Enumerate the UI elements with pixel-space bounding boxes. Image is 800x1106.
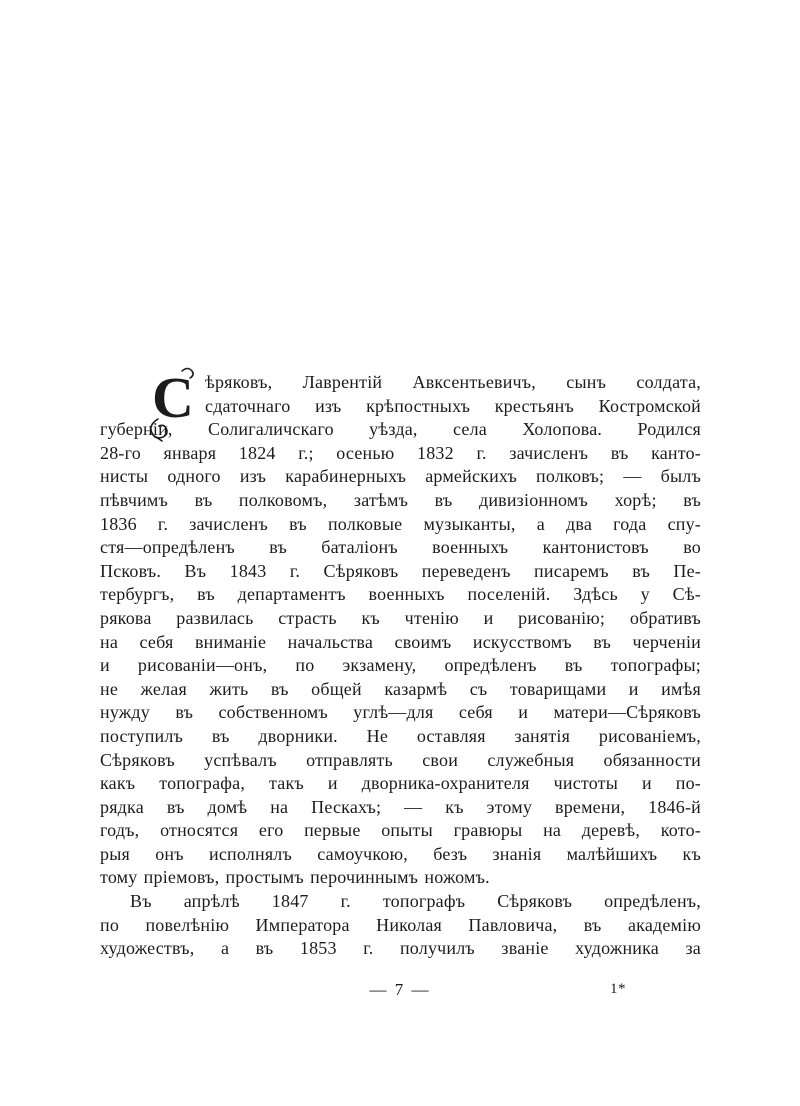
text-line: рыя онъ исполнялъ самоучкою, безъ знанія малѣйшихъ къ [100, 843, 701, 864]
text-line: поступилъ въ дворники. Не оставляя занятія рисованіемъ, [100, 725, 701, 746]
text-line: художествъ, а въ 1853 г. получилъ званіе художника за [100, 938, 701, 959]
text-line: 1836 г. зачисленъ въ полковые музыканты, а два года спу- [100, 513, 701, 534]
text-line: годъ, относятся его первые опыты гравюры на деревѣ, кото- [100, 820, 701, 841]
text-line: тому пріемовъ, простымъ перочиннымъ ножомъ. [100, 867, 490, 888]
paragraph [100, 365, 701, 890]
text-line: не желая жить въ общей казармѣ съ товарищами и имѣя [100, 678, 701, 699]
page-number: — 7 — [369, 980, 431, 999]
text-line: нисты одного изъ карабинерныхъ армейскихъ полковъ; — былъ [100, 466, 701, 487]
text-line: сдаточнаго изъ крѣпостныхъ крестьянъ Костромской [205, 395, 701, 416]
paragraph [100, 890, 701, 961]
text-line: на себя вниманіе начальства своимъ искусствомъ въ черченіи [100, 631, 701, 652]
text-line: и рисованіи—онъ, по экзамену, опредѣленъ въ топографы; [100, 655, 701, 676]
text-line: губерніи, Солигаличскаго уѣзда, села Холопова. Родился [100, 419, 701, 440]
text-line: стя—опредѣленъ въ баталіонъ военныхъ кантонистовъ во [100, 537, 701, 558]
page-footer [0, 980, 800, 1004]
text-line: рядка въ домѣ на Пескахъ; — къ этому времени, 1846-й [100, 796, 701, 817]
text-line: нужду въ собственномъ углѣ—для себя и матери—Сѣряковъ [100, 702, 701, 723]
drop-cap-letter: С [152, 365, 195, 430]
text-line: Псковъ. Въ 1843 г. Сѣряковъ переведенъ писаремъ въ Пе- [100, 560, 701, 581]
text-line: Въ апрѣлѣ 1847 г. топографъ Сѣряковъ опредѣленъ, [130, 891, 701, 912]
text-line: пѣвчимъ въ полковомъ, затѣмъ въ дивизіонномъ хорѣ; въ [100, 489, 701, 510]
text-line: тербургъ, въ департаментъ военныхъ поселеній. Здѣсь у Сѣ- [100, 584, 701, 605]
body-text [100, 365, 701, 961]
text-line: Сѣряковъ успѣвалъ отправлять свои служебныя обязанности [100, 749, 701, 770]
drop-cap-flourish-top [182, 369, 193, 379]
text-line: какъ топографа, такъ и дворника-охранителя чистоты и по- [100, 773, 701, 794]
text-line: по повелѣнію Императора Николая Павловича, въ академію [100, 914, 701, 935]
signature-mark: 1* [610, 981, 626, 997]
text-line: 28-го января 1824 г.; осенью 1832 г. зачисленъ въ канто- [100, 442, 701, 463]
text-line: рякова развилась страсть къ чтенію и рисованію; обративъ [100, 607, 701, 628]
text-line: ѣряковъ, Лаврентій Авксентьевичъ, сынъ солдата, [205, 372, 701, 392]
